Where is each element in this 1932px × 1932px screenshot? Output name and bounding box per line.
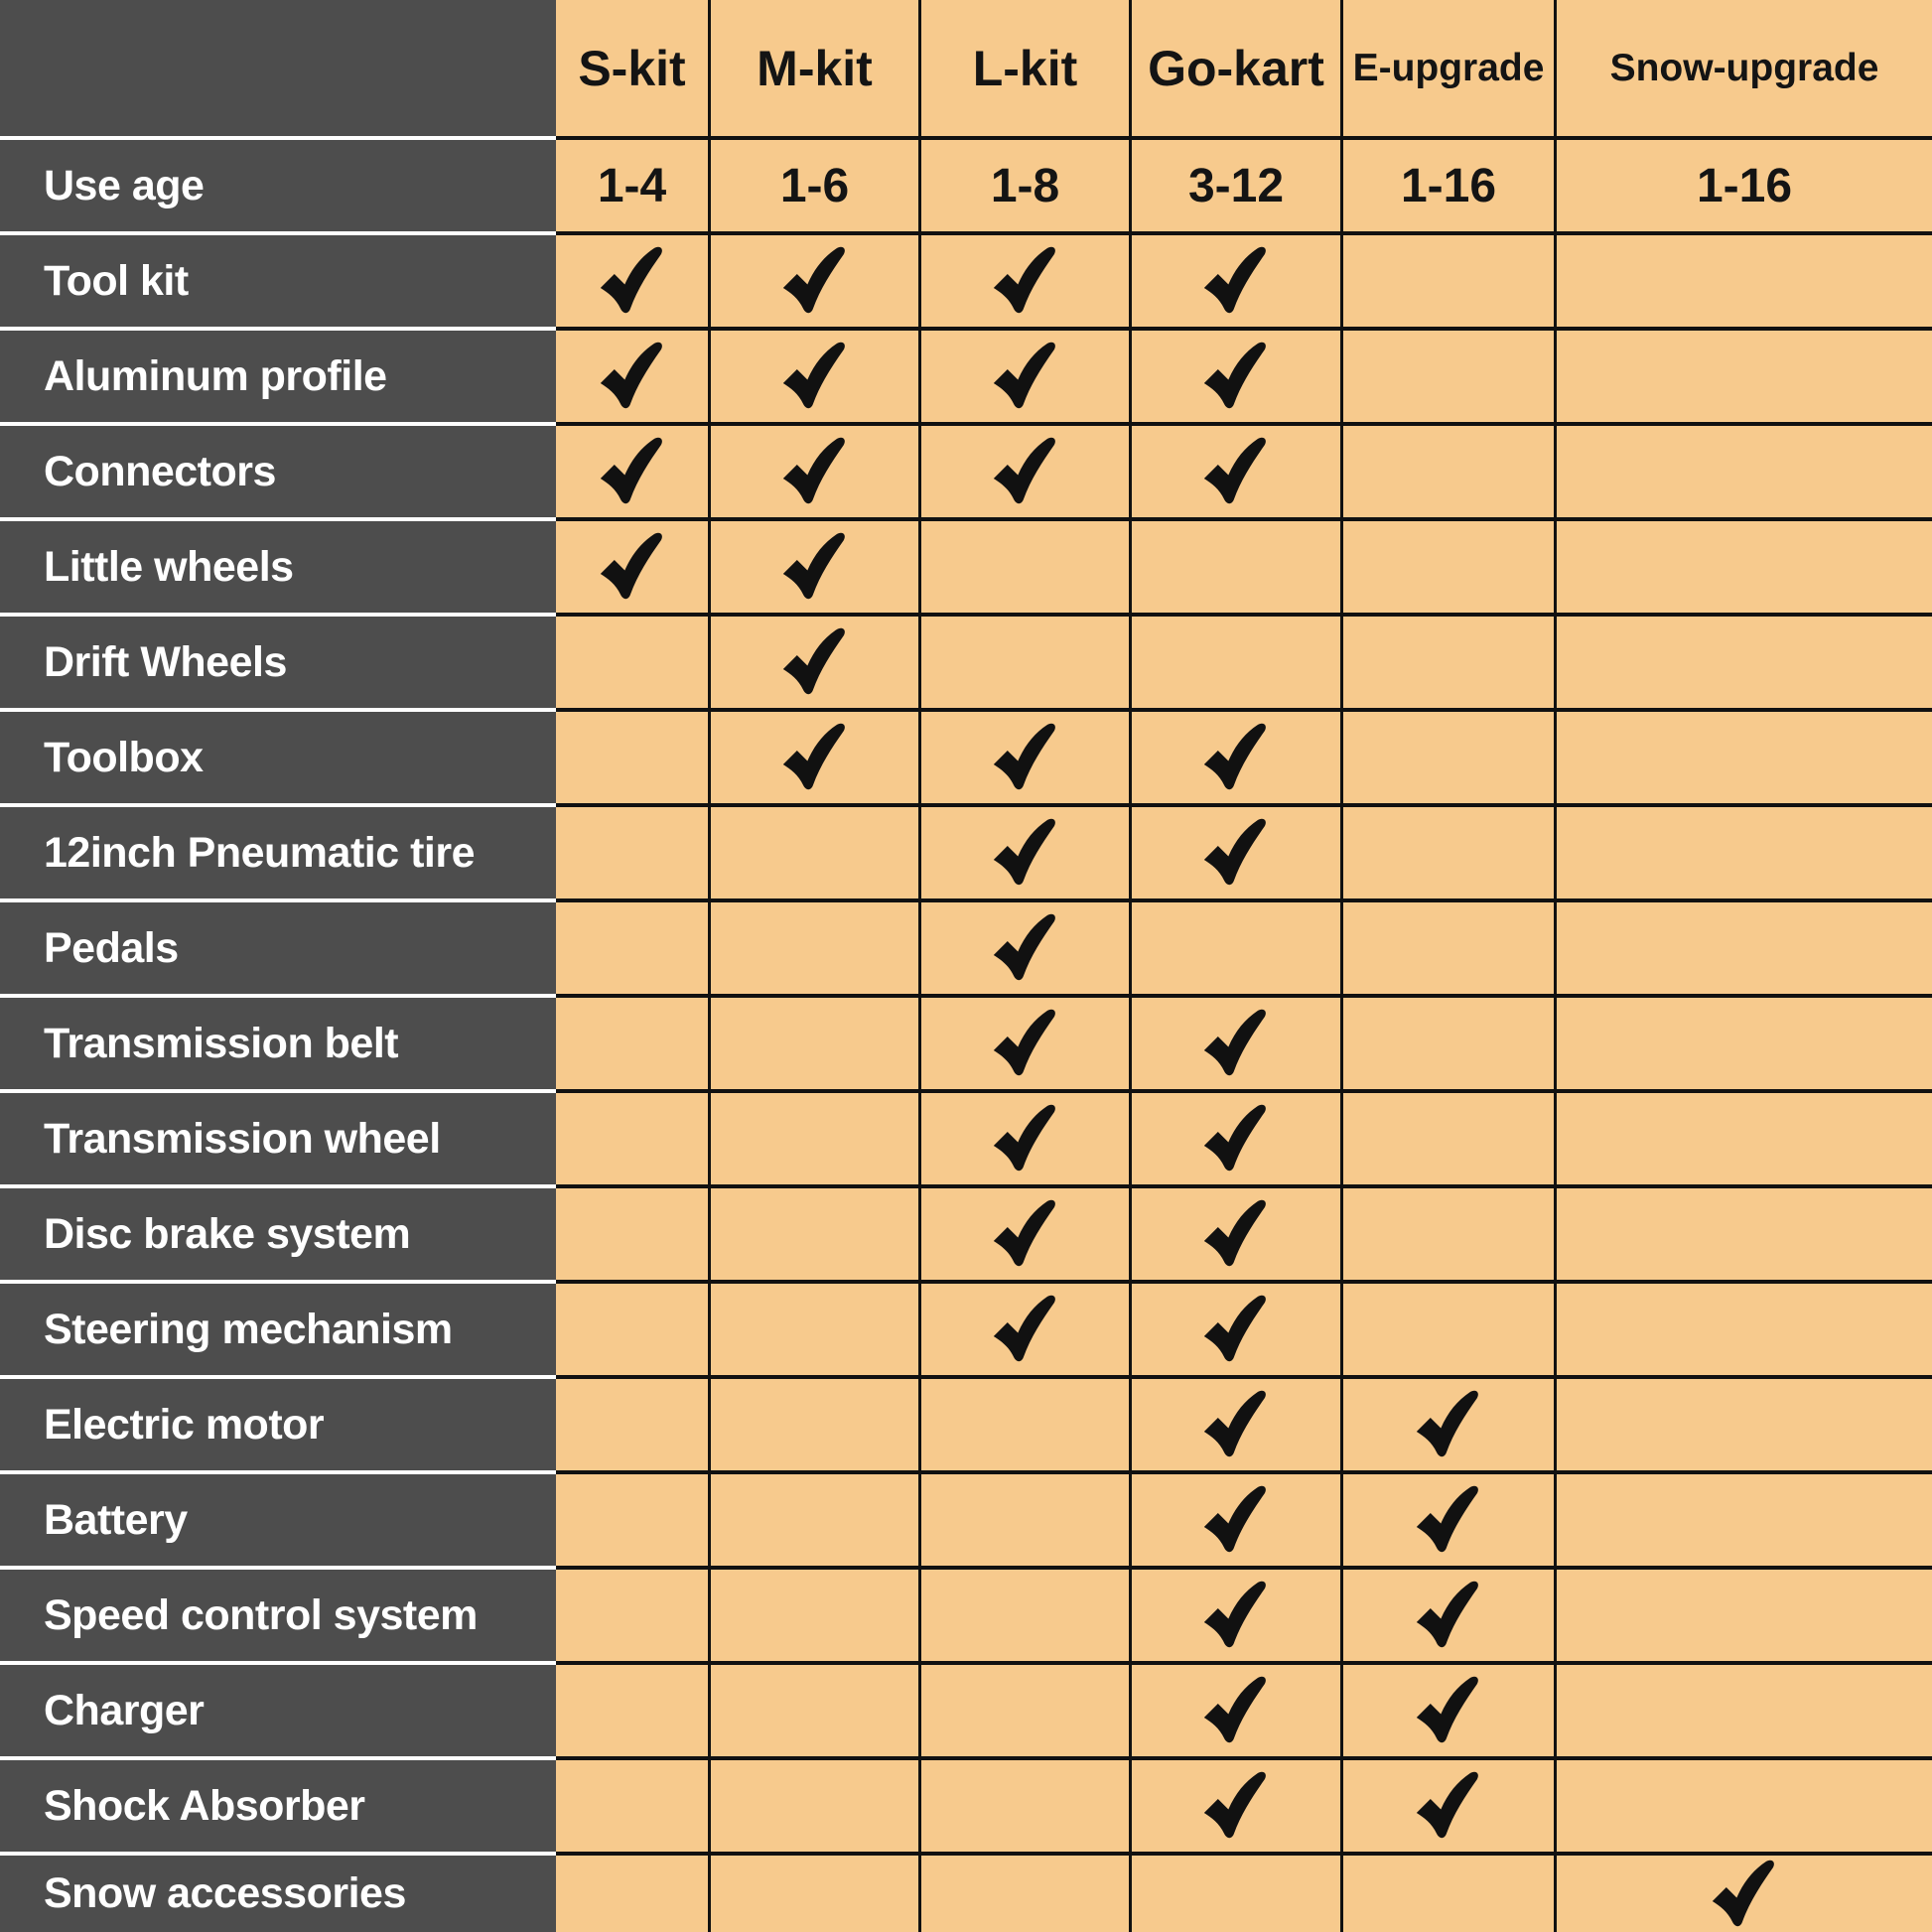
empty-cell (708, 1756, 918, 1852)
check-icon (1201, 1483, 1271, 1557)
row-label-transmission-wheel (0, 1089, 556, 1184)
empty-cell (556, 1184, 708, 1280)
row-label-use-age (0, 136, 556, 231)
empty-cell (556, 898, 708, 994)
check-cell (708, 231, 918, 327)
check-icon (1201, 721, 1271, 794)
age-range-value: 1-16 (1696, 159, 1793, 212)
check-cell (918, 1184, 1129, 1280)
check-cell (1129, 1661, 1340, 1756)
check-icon (991, 1293, 1060, 1366)
column-header-label: M-kit (757, 40, 873, 96)
empty-cell (556, 1089, 708, 1184)
column-header-label: Go-kart (1148, 40, 1324, 96)
row-label-aluminum-profile (0, 327, 556, 422)
check-icon (991, 1197, 1060, 1271)
column-header-e-upgrade (1340, 0, 1554, 136)
feature-row-label: Snow accessories (44, 1869, 406, 1917)
check-icon (598, 530, 667, 604)
empty-cell (708, 1375, 918, 1470)
empty-cell (1340, 1280, 1554, 1375)
row-label-transmission-belt (0, 994, 556, 1089)
empty-cell (708, 994, 918, 1089)
empty-cell (1554, 1280, 1932, 1375)
row-label-little-wheels (0, 517, 556, 613)
row-label-electric-motor (0, 1375, 556, 1470)
check-cell (1129, 1280, 1340, 1375)
age-range-value: 3-12 (1187, 159, 1285, 212)
check-icon (991, 244, 1060, 318)
check-icon (598, 340, 667, 413)
check-cell (1129, 422, 1340, 517)
age-cell (918, 136, 1129, 231)
empty-cell (1340, 1184, 1554, 1280)
check-cell (1129, 231, 1340, 327)
check-icon (780, 625, 850, 699)
feature-row-label: Electric motor (44, 1400, 325, 1449)
empty-cell (1340, 708, 1554, 803)
column-header-label: E-upgrade (1352, 46, 1545, 89)
check-cell (1129, 1566, 1340, 1661)
empty-cell (918, 613, 1129, 708)
empty-cell (708, 803, 918, 898)
row-label-12inch-pneumatic-tire (0, 803, 556, 898)
age-range-value: 1-6 (779, 159, 850, 212)
row-label-toolbox (0, 708, 556, 803)
check-icon (1201, 1674, 1271, 1747)
check-cell (708, 327, 918, 422)
empty-cell (1340, 1852, 1554, 1932)
row-label-connectors (0, 422, 556, 517)
empty-cell (1554, 708, 1932, 803)
empty-cell (1554, 1756, 1932, 1852)
check-cell (918, 1089, 1129, 1184)
check-cell (708, 708, 918, 803)
feature-row-label: Tool kit (44, 256, 189, 305)
check-icon (1710, 1858, 1779, 1931)
column-header-go-kart (1129, 0, 1340, 136)
check-cell (918, 422, 1129, 517)
column-header-s-kit (556, 0, 708, 136)
empty-cell (556, 1470, 708, 1566)
check-cell (556, 231, 708, 327)
check-icon (991, 1102, 1060, 1175)
check-cell (1129, 1375, 1340, 1470)
check-icon (1201, 435, 1271, 508)
empty-cell (708, 1280, 918, 1375)
check-icon (1201, 1579, 1271, 1652)
check-cell (708, 422, 918, 517)
row-label-snow-accessories (0, 1852, 556, 1932)
check-cell (1340, 1470, 1554, 1566)
empty-cell (918, 517, 1129, 613)
check-icon (598, 435, 667, 508)
empty-cell (556, 803, 708, 898)
check-cell (1340, 1566, 1554, 1661)
empty-cell (1340, 994, 1554, 1089)
check-cell (918, 327, 1129, 422)
empty-cell (708, 1566, 918, 1661)
feature-row-label: Little wheels (44, 542, 294, 591)
check-icon (1414, 1674, 1483, 1747)
empty-cell (918, 1661, 1129, 1756)
empty-cell (556, 994, 708, 1089)
check-icon (780, 530, 850, 604)
empty-cell (918, 1756, 1129, 1852)
feature-row-label: Pedals (44, 923, 179, 972)
check-cell (556, 517, 708, 613)
column-header-l-kit (918, 0, 1129, 136)
column-header-label: S-kit (578, 40, 686, 96)
check-cell (1129, 803, 1340, 898)
feature-row-label: Battery (44, 1495, 188, 1544)
empty-cell (1554, 1566, 1932, 1661)
row-label-charger (0, 1661, 556, 1756)
feature-row-label: Speed control system (44, 1590, 478, 1639)
check-cell (1129, 994, 1340, 1089)
corner-cell (0, 0, 556, 136)
check-icon (1201, 244, 1271, 318)
empty-cell (1340, 613, 1554, 708)
check-icon (1201, 340, 1271, 413)
empty-cell (556, 1375, 708, 1470)
check-cell (556, 327, 708, 422)
feature-row-label: Toolbox (44, 733, 204, 781)
empty-cell (708, 1661, 918, 1756)
empty-cell (1554, 613, 1932, 708)
check-cell (1129, 708, 1340, 803)
empty-cell (556, 1566, 708, 1661)
check-icon (780, 721, 850, 794)
empty-cell (1340, 327, 1554, 422)
empty-cell (1554, 327, 1932, 422)
check-icon (780, 244, 850, 318)
empty-cell (556, 1661, 708, 1756)
empty-cell (1340, 231, 1554, 327)
row-label-shock-absorber (0, 1756, 556, 1852)
age-range-value: 1-8 (990, 159, 1060, 212)
empty-cell (1554, 1470, 1932, 1566)
check-cell (1340, 1756, 1554, 1852)
empty-cell (708, 1184, 918, 1280)
empty-cell (556, 1280, 708, 1375)
empty-cell (918, 1375, 1129, 1470)
check-icon (1201, 1007, 1271, 1080)
age-cell (708, 136, 918, 231)
check-cell (918, 708, 1129, 803)
check-cell (918, 994, 1129, 1089)
empty-cell (1129, 613, 1340, 708)
feature-row-label: 12inch Pneumatic tire (44, 828, 475, 877)
empty-cell (1554, 1661, 1932, 1756)
age-cell (556, 136, 708, 231)
empty-cell (556, 613, 708, 708)
empty-cell (1554, 517, 1932, 613)
check-cell (1554, 1852, 1932, 1932)
row-label-steering-mechanism (0, 1280, 556, 1375)
empty-cell (1340, 1089, 1554, 1184)
age-cell (1554, 136, 1932, 231)
empty-cell (1340, 803, 1554, 898)
feature-row-label: Steering mechanism (44, 1305, 453, 1353)
check-icon (1414, 1483, 1483, 1557)
check-cell (1129, 1470, 1340, 1566)
row-label-drift-wheels (0, 613, 556, 708)
empty-cell (556, 1852, 708, 1932)
empty-cell (1554, 231, 1932, 327)
empty-cell (556, 1756, 708, 1852)
row-label-disc-brake-system (0, 1184, 556, 1280)
column-header-snow-upgrade (1554, 0, 1932, 136)
column-header-label: L-kit (972, 40, 1078, 96)
check-icon (1414, 1579, 1483, 1652)
empty-cell (1554, 898, 1932, 994)
check-icon (780, 435, 850, 508)
check-cell (1129, 1756, 1340, 1852)
feature-row-label: Shock Absorber (44, 1781, 365, 1830)
feature-row-label: Use age (44, 161, 205, 209)
empty-cell (708, 1089, 918, 1184)
row-label-pedals (0, 898, 556, 994)
age-cell (1340, 136, 1554, 231)
empty-cell (1129, 1852, 1340, 1932)
empty-cell (708, 1470, 918, 1566)
empty-cell (1554, 994, 1932, 1089)
empty-cell (1340, 517, 1554, 613)
check-icon (1201, 1769, 1271, 1843)
check-cell (918, 803, 1129, 898)
empty-cell (1340, 898, 1554, 994)
check-cell (556, 422, 708, 517)
age-range-value: 1-4 (597, 159, 667, 212)
check-icon (991, 721, 1060, 794)
feature-row-label: Charger (44, 1686, 205, 1734)
check-icon (991, 1007, 1060, 1080)
check-cell (1340, 1661, 1554, 1756)
check-icon (1201, 1293, 1271, 1366)
column-header-m-kit (708, 0, 918, 136)
empty-cell (1554, 1089, 1932, 1184)
empty-cell (1554, 1184, 1932, 1280)
empty-cell (1129, 517, 1340, 613)
feature-row-label: Connectors (44, 447, 276, 495)
check-icon (991, 340, 1060, 413)
empty-cell (1554, 1375, 1932, 1470)
check-icon (1414, 1388, 1483, 1461)
empty-cell (708, 898, 918, 994)
check-icon (1414, 1769, 1483, 1843)
row-label-tool-kit (0, 231, 556, 327)
check-cell (1129, 1184, 1340, 1280)
column-header-label: Snow-upgrade (1609, 46, 1879, 89)
empty-cell (918, 1852, 1129, 1932)
empty-cell (918, 1470, 1129, 1566)
check-icon (598, 244, 667, 318)
check-icon (780, 340, 850, 413)
check-cell (1129, 1089, 1340, 1184)
empty-cell (1129, 898, 1340, 994)
empty-cell (1554, 422, 1932, 517)
empty-cell (918, 1566, 1129, 1661)
check-cell (708, 517, 918, 613)
check-cell (1129, 327, 1340, 422)
check-cell (918, 231, 1129, 327)
empty-cell (1554, 803, 1932, 898)
feature-row-label: Disc brake system (44, 1209, 411, 1258)
feature-row-label: Transmission belt (44, 1019, 399, 1067)
check-icon (1201, 1388, 1271, 1461)
row-label-battery (0, 1470, 556, 1566)
feature-row-label: Aluminum profile (44, 351, 387, 400)
check-cell (708, 613, 918, 708)
check-cell (918, 1280, 1129, 1375)
empty-cell (708, 1852, 918, 1932)
check-icon (991, 911, 1060, 985)
age-range-value: 1-16 (1400, 159, 1497, 212)
check-icon (1201, 1102, 1271, 1175)
check-icon (991, 816, 1060, 890)
row-label-speed-control-system (0, 1566, 556, 1661)
feature-row-label: Transmission wheel (44, 1114, 441, 1163)
check-cell (918, 898, 1129, 994)
empty-cell (556, 708, 708, 803)
check-icon (991, 435, 1060, 508)
feature-row-label: Drift Wheels (44, 637, 287, 686)
age-cell (1129, 136, 1340, 231)
empty-cell (1340, 422, 1554, 517)
check-cell (1340, 1375, 1554, 1470)
check-icon (1201, 1197, 1271, 1271)
check-icon (1201, 816, 1271, 890)
